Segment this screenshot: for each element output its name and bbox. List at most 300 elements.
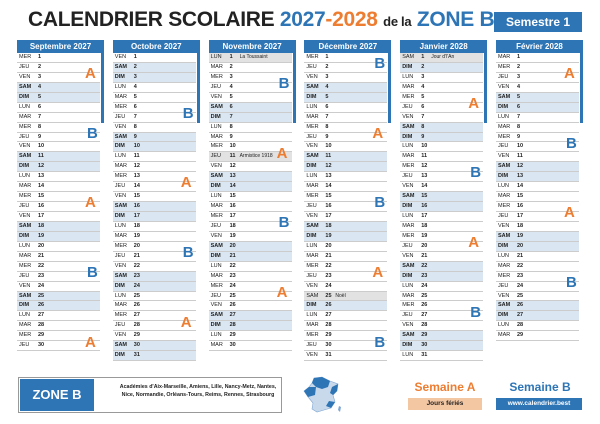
day-row [209, 182, 292, 192]
weekday-label: DIM [114, 143, 125, 150]
day-row [400, 63, 483, 73]
day-row [113, 142, 196, 152]
day-number: 28 [325, 322, 332, 329]
weekday-label: DIM [498, 103, 509, 110]
weekday-label: VEN [306, 73, 318, 80]
day-number: 12 [325, 163, 332, 170]
legend-semaine-b: Semaine B [509, 380, 571, 394]
day-number: 25 [38, 292, 45, 299]
day-row [496, 321, 579, 331]
day-number: 4 [517, 83, 521, 90]
day-number: 14 [325, 183, 332, 190]
day-row [113, 331, 196, 341]
weekday-label: VEN [114, 193, 127, 200]
day-number: 16 [133, 203, 140, 210]
day-row [304, 222, 387, 232]
weekday-label: DIM [498, 242, 509, 249]
day-number: 26 [133, 302, 140, 309]
month-header: Novembre 2027 [209, 40, 296, 53]
weekday-label: MER [114, 103, 128, 110]
academies-line-1: Académies d'Aix-Marseille, Amiens, Lille, Nancy-Metz, Nantes, [119, 384, 277, 390]
day-number: 8 [229, 123, 233, 130]
weekday-label: VEN [402, 183, 414, 190]
month-body [17, 53, 104, 370]
day-number: 13 [517, 173, 524, 180]
day-number: 3 [229, 73, 233, 80]
day-row [496, 152, 579, 162]
day-number: 6 [229, 103, 233, 110]
day-row [17, 242, 100, 252]
day-row [17, 311, 100, 321]
day-number: 10 [38, 143, 45, 150]
weekday-label: VEN [306, 143, 318, 150]
day-number: 26 [517, 302, 524, 309]
page-title [28, 8, 494, 32]
weekday-label: MER [19, 123, 32, 130]
weekday-label: MAR [210, 342, 223, 349]
year-sep: - [325, 8, 333, 31]
weekday-label: MER [19, 54, 32, 60]
weekday-label: MAR [19, 252, 32, 259]
day-row [113, 212, 196, 222]
weekday-label: LUN [114, 222, 126, 229]
day-number: 27 [229, 312, 236, 319]
week-b-label: B [374, 194, 386, 212]
day-number: 10 [517, 143, 524, 150]
day-number: 20 [229, 242, 236, 249]
day-row [209, 63, 292, 73]
day-number: 3 [421, 73, 425, 80]
weekday-label: DIM [210, 322, 221, 329]
day-row [400, 182, 483, 192]
day-row [209, 232, 292, 242]
day-number: 23 [229, 272, 236, 279]
day-number: 29 [229, 332, 236, 339]
weekday-label: MER [19, 332, 32, 339]
day-number: 7 [325, 113, 329, 120]
day-number: 18 [38, 222, 45, 229]
weekday-label: DIM [306, 163, 317, 170]
weekday-label: MER [306, 54, 319, 60]
weekday-label: VEN [19, 73, 31, 80]
month-column [496, 40, 583, 370]
weekday-label: DIM [19, 93, 30, 100]
months-grid [17, 40, 583, 370]
month-header: Janvier 2028 [400, 40, 487, 53]
day-row [304, 282, 387, 292]
day-number: 8 [38, 123, 42, 130]
week-b-label: B [470, 303, 482, 321]
day-number: 20 [38, 242, 45, 249]
day-row [209, 103, 292, 113]
day-number: 17 [421, 213, 428, 219]
weekday-label: VEN [114, 123, 127, 130]
weekday-label: DIM [498, 173, 509, 180]
day-row [17, 152, 100, 162]
weekday-label: MAR [498, 54, 511, 60]
day-row [17, 162, 100, 172]
day-row [304, 73, 387, 83]
day-number: 6 [325, 103, 329, 110]
weekday-label: DIM [210, 252, 221, 259]
weekday-label: JEU [498, 73, 509, 80]
day-number: 24 [38, 282, 45, 289]
day-row [113, 63, 196, 73]
weekday-label: JEU [306, 63, 317, 70]
day-number: 2 [421, 63, 425, 70]
day-number: 31 [133, 352, 140, 359]
week-a-label: A [564, 204, 575, 222]
weekday-label: MAR [402, 292, 415, 299]
day-number: 24 [517, 282, 524, 289]
weekday-label: SAM [402, 332, 415, 339]
weekday-label: LUN [19, 173, 31, 180]
weekday-label: MAR [306, 113, 319, 120]
day-number: 26 [421, 302, 428, 309]
weekday-label: JEU [498, 213, 509, 219]
month-column [113, 40, 200, 370]
day-number: 22 [325, 262, 332, 269]
day-row [304, 113, 387, 123]
day-number: 14 [517, 183, 524, 190]
weekday-label: JEU [210, 222, 221, 229]
month-header: Février 2028 [496, 40, 583, 53]
weekday-label: SAM [114, 342, 128, 349]
weekday-label: MER [306, 123, 319, 130]
day-number: 22 [38, 262, 45, 269]
day-number: 13 [325, 173, 332, 180]
day-number: 23 [517, 272, 524, 279]
weekday-label: MER [114, 312, 128, 319]
weekday-label: MER [402, 93, 415, 100]
day-number: 31 [421, 352, 428, 359]
weekday-label: SAM [210, 242, 223, 249]
day-number: 8 [421, 123, 425, 130]
weekday-label: DIM [402, 272, 413, 279]
day-row [304, 242, 387, 252]
weekday-label: JEU [210, 292, 221, 299]
weekday-label: VEN [210, 93, 222, 100]
day-number: 4 [325, 83, 329, 90]
day-row [17, 93, 100, 103]
day-number: 6 [133, 103, 137, 110]
weekday-label: DIM [114, 352, 125, 359]
day-number: 27 [421, 312, 428, 319]
day-number: 10 [421, 143, 428, 150]
weekday-label: DIM [114, 73, 125, 80]
week-b-label: B [278, 214, 290, 232]
day-number: 17 [325, 213, 332, 219]
weekday-label: LUN [19, 312, 31, 319]
day-number: 5 [517, 93, 521, 100]
weekday-label: VEN [114, 332, 127, 339]
academies-line-2: Nice, Normandie, Orléans-Tours, Reims, Rennes, Strasbourg [121, 392, 275, 398]
weekday-label: MAR [402, 153, 415, 160]
day-row [304, 172, 387, 182]
day-number: 13 [229, 173, 236, 180]
weekday-label: VEN [306, 352, 318, 359]
day-number: 25 [517, 292, 524, 299]
day-row [304, 93, 387, 103]
day-number: 21 [421, 252, 428, 259]
day-row [400, 331, 483, 341]
weekday-label: MER [19, 262, 32, 269]
day-number: 1 [229, 54, 233, 60]
day-number: 30 [133, 342, 140, 349]
semester-badge: Semestre 1 [494, 12, 582, 32]
day-number: 31 [325, 352, 332, 359]
weekday-label: LUN [114, 83, 126, 90]
weekday-label: JEU [210, 153, 221, 160]
month-body [304, 53, 391, 370]
day-number: 12 [38, 163, 45, 170]
weekday-label: DIM [114, 282, 125, 289]
day-number: 20 [517, 242, 524, 249]
day-row [113, 73, 196, 83]
day-number: 18 [325, 222, 332, 229]
weekday-label: JEU [210, 83, 221, 90]
day-row [209, 242, 292, 252]
day-row [304, 311, 387, 321]
day-number: 26 [229, 302, 236, 309]
day-number: 11 [325, 153, 332, 160]
weekday-label: SAM [306, 292, 319, 299]
weekday-label: LUN [498, 113, 510, 120]
week-indicator-bar [388, 53, 391, 123]
day-number: 24 [325, 282, 332, 289]
day-number: 2 [325, 63, 329, 70]
weekday-label: MAR [402, 83, 415, 90]
month-body [113, 53, 200, 370]
weekday-label: LUN [402, 213, 414, 219]
day-number: 25 [421, 292, 428, 299]
month-column [209, 40, 296, 370]
week-a-label: A [468, 234, 480, 252]
site-link[interactable]: www.calendrier.best [496, 398, 582, 410]
weekday-label: MER [114, 242, 128, 249]
day-row [304, 182, 387, 192]
day-number: 9 [133, 133, 137, 140]
weekday-label: LUN [210, 193, 222, 200]
day-row [496, 162, 579, 172]
weekday-label: DIM [114, 213, 125, 219]
weekday-label: SAM [114, 272, 128, 279]
france-map-icon [300, 375, 344, 415]
day-number: 3 [38, 73, 42, 80]
day-row [113, 152, 196, 162]
day-number: 1 [421, 54, 425, 60]
day-row [17, 53, 100, 63]
day-number: 19 [229, 232, 236, 239]
weekday-label: MAR [19, 322, 32, 329]
day-row [400, 351, 483, 361]
weekday-label: MAR [306, 322, 319, 329]
week-a-label: A [85, 333, 96, 351]
day-number: 23 [325, 272, 332, 279]
day-number: 14 [229, 183, 236, 190]
day-number: 22 [229, 262, 236, 269]
day-number: 27 [517, 312, 524, 319]
weekday-label: VEN [114, 54, 127, 60]
day-row [496, 301, 579, 311]
week-a-label: A [564, 64, 575, 82]
weekday-label: LUN [402, 352, 414, 359]
weekday-label: SAM [402, 123, 415, 130]
day-number: 19 [421, 232, 428, 239]
day-row [496, 182, 579, 192]
week-b-label: B [470, 164, 482, 182]
day-number: 28 [38, 322, 45, 329]
title-zone: ZONE B [416, 8, 495, 31]
weekday-label: MAR [210, 133, 223, 140]
holiday-label: Armistice 1918 [239, 153, 273, 160]
legend-jours-feries: Jours fériés [408, 398, 482, 410]
day-row [400, 321, 483, 331]
day-number: 15 [325, 193, 332, 200]
weekday-label: SAM [402, 54, 415, 60]
weekday-label: VEN [210, 302, 222, 309]
week-indicator-bar [101, 53, 104, 123]
day-row [17, 321, 100, 331]
day-number: 4 [421, 83, 425, 90]
day-number: 27 [133, 312, 140, 319]
day-number: 16 [421, 203, 428, 210]
day-row [304, 232, 387, 242]
day-row [400, 272, 483, 282]
day-row [496, 83, 579, 93]
day-number: 17 [517, 213, 524, 219]
day-number: 19 [517, 232, 524, 239]
day-row [113, 133, 196, 143]
weekday-label: MER [210, 143, 223, 150]
day-number: 28 [517, 322, 524, 329]
day-row [496, 292, 579, 302]
day-row [113, 53, 196, 63]
weekday-label: MAR [306, 252, 319, 259]
weekday-label: MER [498, 63, 511, 70]
day-number: 11 [421, 153, 428, 160]
weekday-label: VEN [306, 213, 318, 219]
week-b-label: B [374, 333, 386, 351]
day-number: 10 [229, 143, 236, 150]
day-row [496, 222, 579, 232]
weekday-label: DIM [402, 203, 413, 210]
day-number: 10 [133, 143, 140, 150]
weekday-label: MER [114, 173, 128, 180]
year-end: 2028 [332, 8, 378, 31]
day-row [17, 301, 100, 311]
weekday-label: DIM [306, 93, 317, 100]
day-number: 9 [325, 133, 329, 140]
weekday-label: DIM [210, 113, 221, 120]
weekday-label: LUN [306, 173, 318, 180]
day-row [113, 262, 196, 272]
day-row [209, 162, 292, 172]
day-number: 20 [325, 242, 332, 249]
day-row [17, 292, 100, 302]
day-row [304, 252, 387, 262]
day-row [209, 172, 292, 182]
day-row [496, 113, 579, 123]
weekday-label: MER [210, 73, 223, 80]
day-number: 2 [38, 63, 42, 70]
day-number: 3 [133, 73, 137, 80]
day-number: 24 [421, 282, 428, 289]
year-start: 2027 [279, 8, 326, 31]
day-number: 8 [517, 123, 521, 130]
month-column [304, 40, 391, 370]
day-number: 20 [421, 242, 428, 249]
weekday-label: DIM [19, 163, 30, 170]
weekday-label: SAM [498, 232, 511, 239]
day-row [17, 222, 100, 232]
day-row [17, 282, 100, 292]
day-row [400, 282, 483, 292]
weekday-label: SAM [498, 93, 511, 100]
week-indicator-bar [580, 53, 583, 123]
day-row [400, 202, 483, 212]
day-row [400, 212, 483, 222]
day-row [209, 133, 292, 143]
weekday-label: VEN [210, 232, 222, 239]
day-number: 7 [421, 113, 425, 120]
day-number: 16 [517, 203, 524, 210]
day-row [400, 341, 483, 351]
day-row [209, 262, 292, 272]
week-a-label: A [468, 94, 480, 112]
weekday-label: JEU [114, 113, 126, 120]
day-row [400, 133, 483, 143]
day-row [113, 232, 196, 242]
weekday-label: JEU [19, 342, 30, 349]
day-number: 1 [38, 54, 42, 60]
day-row [496, 93, 579, 103]
day-row [496, 192, 579, 202]
day-number: 17 [133, 213, 140, 219]
weekday-label: MAR [402, 222, 415, 229]
day-number: 15 [421, 193, 428, 200]
day-number: 6 [421, 103, 425, 110]
day-row [113, 123, 196, 133]
day-number: 7 [38, 113, 42, 120]
day-row [496, 331, 579, 341]
week-a-label: A [85, 64, 96, 82]
day-row [209, 341, 292, 351]
weekday-label: SAM [210, 312, 223, 319]
day-row [209, 113, 292, 123]
day-row [17, 83, 100, 93]
week-b-label: B [87, 124, 98, 142]
day-number: 21 [517, 252, 524, 259]
weekday-label: SAM [19, 153, 32, 160]
weekday-label: MER [306, 193, 319, 200]
weekday-label: SAM [19, 83, 32, 90]
week-a-label: A [276, 283, 288, 301]
day-number: 13 [38, 173, 45, 180]
weekday-label: MER [498, 272, 511, 279]
day-number: 30 [325, 342, 332, 349]
day-number: 18 [517, 222, 524, 229]
title-de: de la [383, 14, 412, 29]
day-number: 7 [133, 113, 137, 120]
day-row [17, 252, 100, 262]
day-number: 22 [421, 262, 428, 269]
day-number: 23 [133, 272, 140, 279]
weekday-label: JEU [306, 272, 317, 279]
day-number: 20 [133, 242, 140, 249]
day-row [113, 83, 196, 93]
weekday-label: JEU [19, 133, 30, 140]
